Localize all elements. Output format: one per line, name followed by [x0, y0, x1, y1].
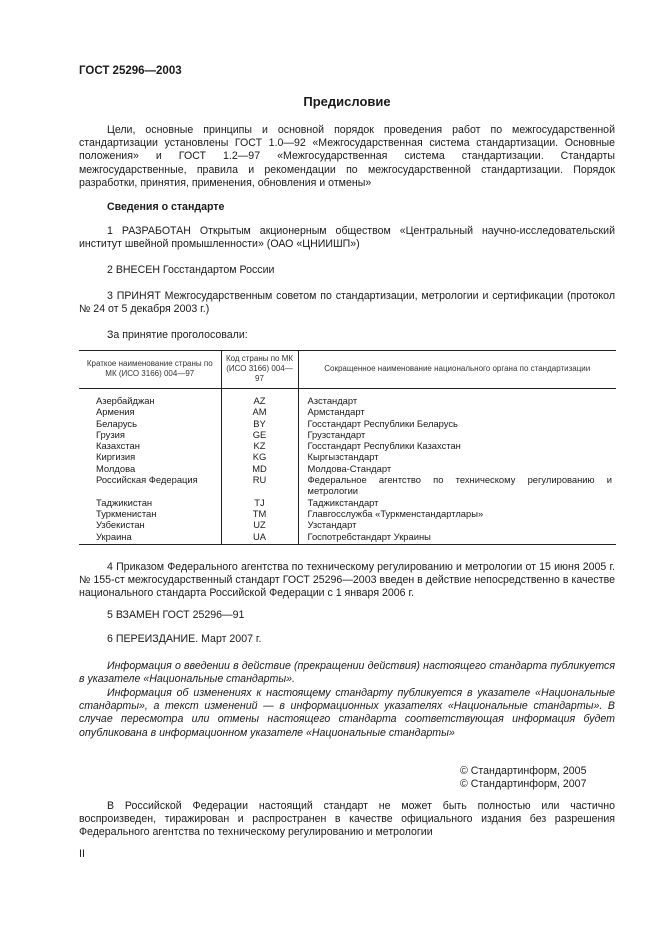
body-cell: Таджикстандарт: [307, 496, 379, 508]
voting-table: [79, 350, 616, 545]
code-cell: KZ: [221, 440, 298, 451]
code-cell: BY: [221, 418, 298, 429]
table-row: [79, 463, 616, 474]
body-cell: Госстандарт Республики Казахстан: [307, 440, 461, 452]
item-developed: 1 РАЗРАБОТАН Открытым акционерным обществом «Центральный научно-исследовательский институт швейной промышленности» (ОАО «ЦНИИШП»): [79, 225, 615, 251]
table-row: [79, 474, 616, 497]
table-row: [79, 389, 616, 407]
country-cell: Таджикистан: [96, 496, 153, 508]
body-cell: Узстандарт: [307, 519, 357, 531]
table-row: [79, 451, 616, 462]
table-row: [79, 497, 616, 508]
info-heading: Сведения о стандарте: [107, 201, 225, 213]
table-row: [79, 429, 616, 440]
notice-paragraph-2: Информация об изменениях к настоящему стандарту публикуется в указателе «Национальные стандарты», а текст изменений — в информационных указателях «Национальные стандарты». В случае пересмотра или отмены настоящего стандарта соответствующая информация будет опубликована в информационном указателе «Национальные стандарты»: [79, 687, 615, 739]
copyright-line: © Стандартинформ, 2005: [460, 765, 587, 777]
voted-label: За принятие проголосовали:: [107, 329, 248, 341]
code-cell: UA: [221, 531, 298, 545]
table-row: [79, 519, 616, 530]
item-adopted: 3 ПРИНЯТ Межгосударственным советом по стандартизации, метрологии и сертификации (протокол № 24 от 5 декабря 2003 г.): [79, 290, 615, 316]
item-replaces: 5 ВЗАМЕН ГОСТ 25296—91: [107, 609, 245, 621]
country-cell: Армения: [96, 406, 135, 418]
document-id-header: ГОСТ 25296—2003: [79, 65, 182, 77]
country-cell: Российская Федерация: [96, 474, 198, 486]
table-header-row: [79, 351, 616, 389]
page-title: Предисловие: [303, 94, 391, 109]
copyright-block: [460, 765, 616, 791]
country-cell: Казахстан: [96, 440, 140, 452]
country-cell: Беларусь: [96, 417, 138, 429]
code-cell: MD: [221, 463, 298, 474]
body-cell: Молдова-Стандарт: [307, 462, 392, 474]
table-row: [79, 531, 616, 545]
code-cell: UZ: [221, 519, 298, 530]
code-cell: RU: [221, 474, 298, 497]
table-row: [79, 406, 616, 417]
country-cell: Грузия: [96, 428, 125, 440]
code-cell: AZ: [221, 389, 298, 407]
country-cell: Туркменистан: [96, 507, 157, 519]
intro-paragraph: Цели, основные принципы и основной порядок проведения работ по межгосударственной стандартизации установлены ГОСТ 1.0—92 «Межгосударственная система стандартизации. Основные положения» и ГОСТ 1.2—97 «Межгосударственная система стандартизации. Стандарты межгосударственные, правила и рекомендации по межгосударственной стандартизации. Порядок разработки, принятия, применения, обновления и отмены»: [79, 124, 615, 189]
code-cell: TM: [221, 508, 298, 519]
col-header-country: Краткое наименование страны по МК (ИСО 3166) 004—97: [79, 351, 221, 389]
country-cell: Киргизия: [96, 451, 136, 463]
country-cell: Молдова: [96, 462, 136, 474]
body-cell: Армстандарт: [307, 406, 365, 418]
copyright-line: © Стандартинформ, 2007: [460, 778, 587, 790]
body-cell: Кыргызстандарт: [307, 451, 379, 463]
body-cell: Госстандарт Республики Беларусь: [307, 417, 458, 429]
country-cell: Украина: [79, 531, 221, 545]
body-cell: Госпотребстандарт Украины: [298, 531, 616, 545]
page-number: II: [79, 848, 85, 860]
item-introduced: 2 ВНЕСЕН Госстандартом России: [107, 264, 275, 276]
item-reissue: 6 ПЕРЕИЗДАНИЕ. Март 2007 г.: [107, 633, 262, 645]
body-cell: Грузстандарт: [307, 428, 366, 440]
table-row: [79, 440, 616, 451]
code-cell: AM: [221, 406, 298, 417]
body-cell: Федеральное агентство по техническому регулированию и метрологии: [307, 474, 612, 497]
code-cell: KG: [221, 451, 298, 462]
col-header-code: Код страны по МК (ИСО 3166) 004—97: [221, 351, 298, 389]
col-header-body: Сокращенное наименование национального органа по стандартизации: [298, 351, 616, 389]
code-cell: GE: [221, 429, 298, 440]
rights-paragraph: В Российской Федерации настоящий стандарт не может быть полностью или частично воспроизведен, тиражирован и распространен в качестве официального издания без разрешения Федерального агентства по техническому регулированию и метрологии: [79, 800, 615, 839]
notice-paragraph-1: Информация о введении в действие (прекращении действия) настоящего стандарта публикуется в указателе «Национальные стандарты».: [79, 660, 615, 686]
code-cell: TJ: [221, 497, 298, 508]
table-row: [79, 508, 616, 519]
body-cell: Главгосслужба «Туркменстандартлары»: [307, 507, 484, 519]
country-cell: Азербайджан: [96, 395, 155, 406]
item-enacted: 4 Приказом Федерального агентства по техническому регулированию и метрологии от 15 июня 2005 г. № 155-ст межгосударственный стандарт ГОСТ 25296—2003 введен в действие непосредственно в качестве национального стандарта Российской Федерации с 1 января 2006 г.: [79, 561, 615, 600]
country-cell: Узбекистан: [96, 519, 145, 531]
body-cell: Азстандарт: [307, 395, 358, 406]
table-row: [79, 418, 616, 429]
